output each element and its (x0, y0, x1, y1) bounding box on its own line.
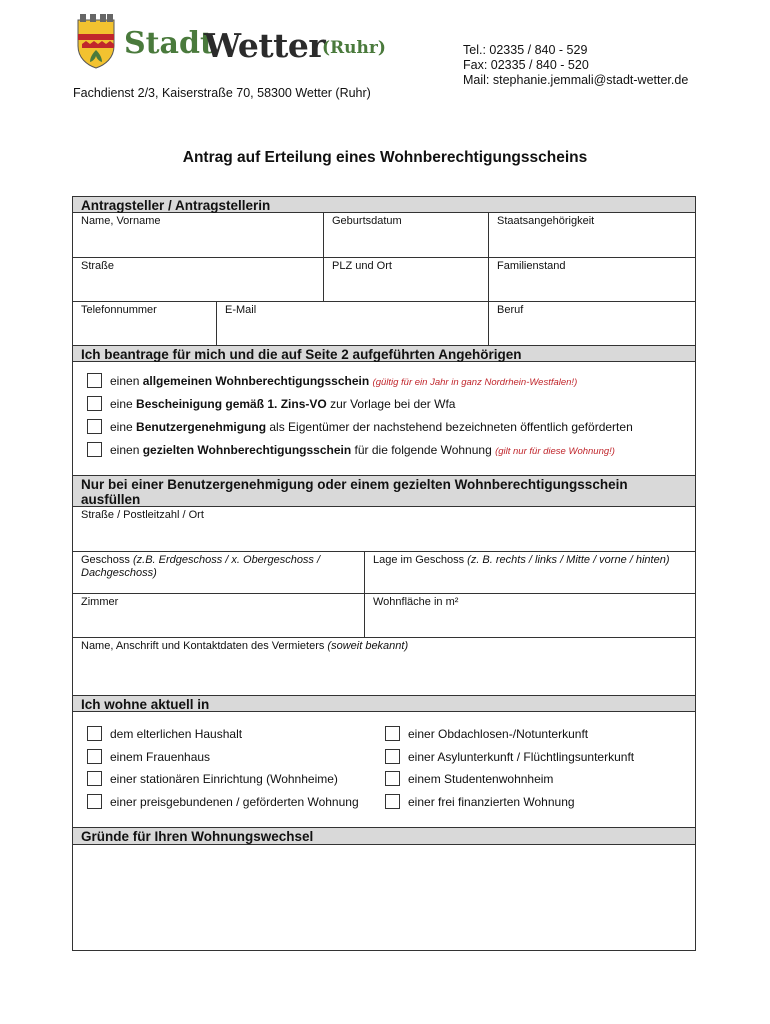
contact-phone: Tel.: 02335 / 840 - 529 (463, 43, 588, 57)
field-rooms[interactable] (73, 593, 364, 637)
request-option[interactable] (87, 396, 455, 411)
field-marital-status-label: Familienstand (497, 260, 566, 272)
field-name-label: Name, Vorname (81, 215, 161, 227)
field-occupation-label: Beruf (497, 304, 524, 316)
field-email[interactable] (216, 301, 488, 345)
housing-option[interactable] (385, 771, 553, 786)
field-floor-position-hint: (z. B. rechts / links / Mitte / vorne / hinten) (467, 554, 670, 566)
checkbox[interactable] (385, 771, 400, 786)
request-option-note: (gültig für ein Jahr in ganz Nordrhein-Westfalen!) (372, 376, 578, 388)
field-birthdate[interactable] (323, 213, 488, 257)
field-landlord[interactable] (73, 637, 695, 695)
section-current-housing-heading: Ich wohne aktuell in (73, 695, 695, 712)
housing-option[interactable] (385, 794, 575, 809)
request-option-label: einen allgemeinen Wohnberechtigungsschein (gültig für ein Jahr in ganz Nordrhein-Westfalen!) (110, 373, 578, 388)
housing-option-label: einer stationären Einrichtung (Wohnheime) (110, 771, 338, 786)
field-nationality-label: Staatsangehörigkeit (497, 215, 595, 227)
field-street[interactable] (73, 257, 323, 301)
housing-option-label: einem Studentenwohnheim (408, 771, 554, 786)
request-option-label: einen gezielten Wohnberechtigungsschein für die folgende Wohnung (gilt nur für diese Wohnung!) (110, 442, 615, 457)
checkbox[interactable] (87, 419, 102, 434)
housing-option-label: einer Asylunterkunft / Flüchtlingsunterkunft (408, 749, 635, 764)
checkbox[interactable] (385, 749, 400, 764)
field-name[interactable] (73, 213, 323, 257)
field-rooms-label: Zimmer (81, 596, 119, 608)
checkbox[interactable] (87, 726, 102, 741)
request-option[interactable] (87, 419, 633, 434)
city-logo (72, 14, 392, 74)
contact-fax: Fax: 02335 / 840 - 520 (463, 58, 589, 72)
housing-option[interactable] (87, 749, 210, 764)
checkbox[interactable] (87, 794, 102, 809)
logo-word-stadt: Stadt (124, 26, 214, 61)
field-nationality[interactable] (488, 213, 695, 257)
contact-mail: Mail: stephanie.jemmali@stadt-wetter.de (463, 73, 689, 87)
field-plz[interactable] (323, 257, 488, 301)
section-applicant-heading: Antragsteller / Antragstellerin (73, 197, 695, 213)
housing-option-label: einer frei finanzierten Wohnung (408, 794, 575, 809)
field-reasons[interactable] (73, 845, 695, 950)
section-dwelling (72, 475, 696, 696)
field-dwelling-address-label: Straße / Postleitzahl / Ort (81, 509, 204, 521)
checkbox[interactable] (87, 396, 102, 411)
field-floor-position-label: Lage im Geschoss (373, 554, 468, 566)
section-current-housing (72, 695, 696, 828)
checkbox[interactable] (87, 442, 102, 457)
section-reasons-heading: Gründe für Ihren Wohnungswechsel (73, 828, 695, 845)
housing-option-label: einer preisgebundenen / geförderten Wohnung (110, 794, 359, 809)
field-floor[interactable] (73, 551, 364, 593)
field-landlord-hint: (soweit bekannt) (327, 640, 409, 652)
field-occupation[interactable] (488, 301, 695, 345)
field-birthdate-label: Geburtsdatum (332, 215, 402, 227)
field-living-area-label: Wohnfläche in m² (373, 596, 459, 608)
section-request-heading: Ich beantrage für mich und die auf Seite 2 aufgeführten Angehörigen (73, 345, 695, 362)
field-floor-label: Geschoss (81, 554, 133, 566)
request-option-label: eine Bescheinigung gemäß 1. Zins-VO zur Vorlage bei der Wfa (110, 396, 456, 411)
checkbox[interactable] (87, 771, 102, 786)
department-address: Fachdienst 2/3, Kaiserstraße 70, 58300 Wetter (Ruhr) (73, 86, 371, 100)
form-title: Antrag auf Erteilung eines Wohnberechtigungsscheins (182, 149, 588, 166)
request-option-label: eine Benutzergenehmigung als Eigentümer der nachstehend bezeichneten öffentlich geförderten (110, 419, 633, 434)
field-floor-hint: (z.B. Erdgeschoss / x. Obergeschoss / Dachgeschoss) (81, 554, 321, 579)
checkbox[interactable] (87, 749, 102, 764)
field-email-label: E-Mail (225, 304, 257, 316)
field-floor-position[interactable] (364, 551, 695, 593)
housing-option-label: dem elterlichen Haushalt (110, 726, 243, 741)
request-option[interactable] (87, 442, 615, 457)
request-option-note: (gilt nur für diese Wohnung!) (495, 445, 615, 457)
checkbox[interactable] (385, 794, 400, 809)
field-plz-label: PLZ und Ort (332, 260, 392, 272)
section-request (72, 345, 696, 476)
field-landlord-label: Name, Anschrift und Kontaktdaten des Vermieters (81, 640, 328, 652)
housing-option[interactable] (385, 749, 634, 764)
logo-word-ruhr: (Ruhr) (322, 38, 386, 58)
housing-option[interactable] (87, 726, 242, 741)
logo-word-wetter: Wetter (204, 26, 326, 65)
contact-block (463, 43, 688, 88)
field-dwelling-address[interactable] (73, 507, 695, 551)
section-dwelling-heading: Nur bei einer Benutzergenehmigung oder einem gezielten Wohnberechtigungsschein ausfüllen (73, 476, 695, 507)
request-option[interactable] (87, 373, 577, 388)
field-living-area[interactable] (364, 593, 695, 637)
coat-of-arms-icon (74, 14, 118, 70)
section-reasons (72, 827, 696, 951)
housing-option[interactable] (87, 771, 338, 786)
section-applicant (72, 196, 696, 346)
field-street-label: Straße (81, 260, 115, 272)
housing-option[interactable] (385, 726, 588, 741)
housing-option-label: einem Frauenhaus (110, 749, 211, 764)
checkbox[interactable] (385, 726, 400, 741)
field-phone[interactable] (73, 301, 216, 345)
field-phone-label: Telefonnummer (81, 304, 157, 316)
field-marital-status[interactable] (488, 257, 695, 301)
housing-option[interactable] (87, 794, 359, 809)
checkbox[interactable] (87, 373, 102, 388)
housing-option-label: einer Obdachlosen-/Notunterkunft (408, 726, 589, 741)
